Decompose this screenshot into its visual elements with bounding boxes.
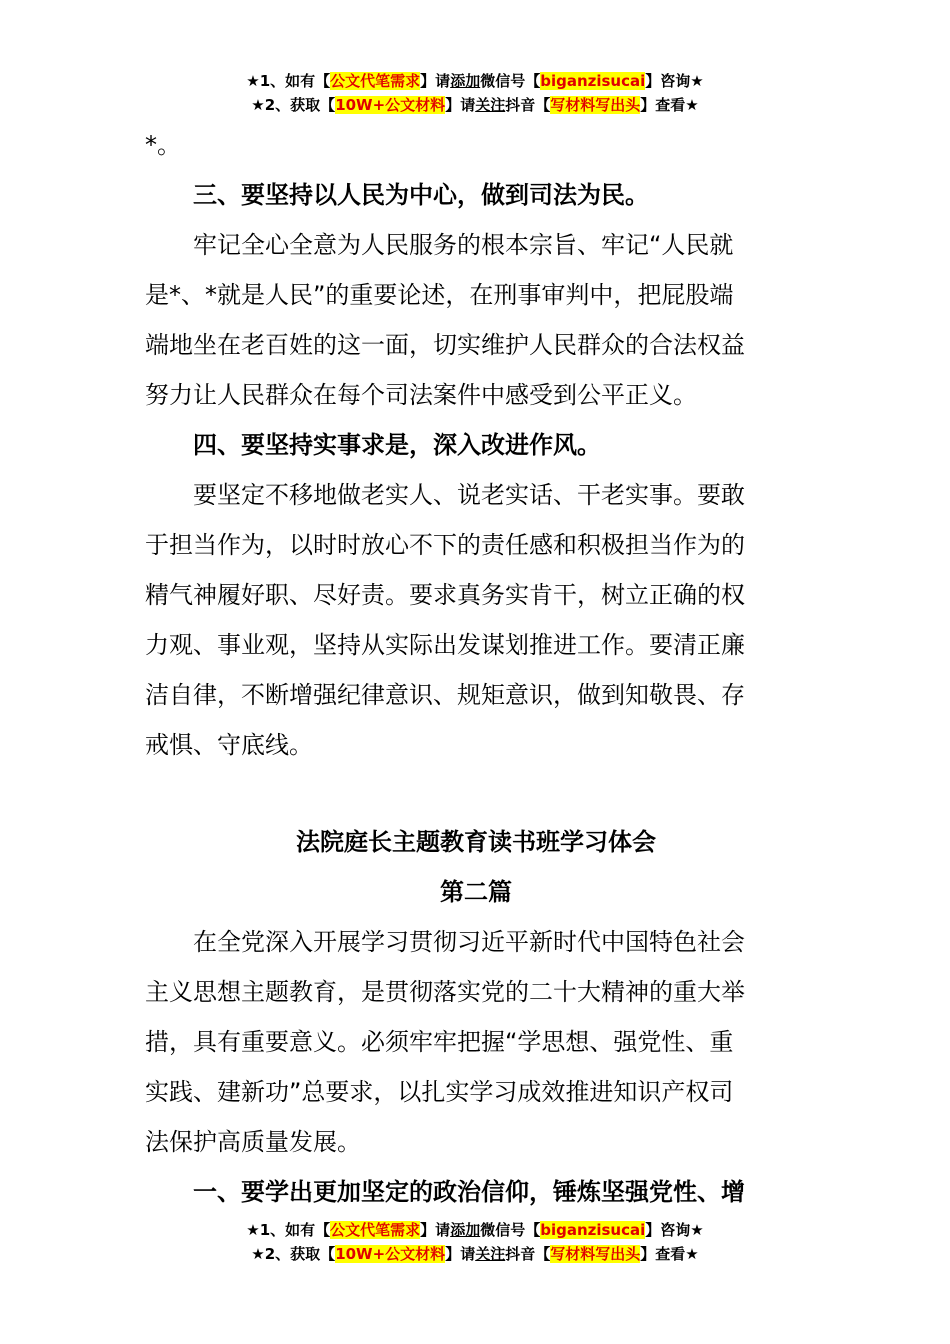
article-title: 法院庭长主题教育读书班学习体会 [296, 828, 656, 856]
wechat-id: biganzisucai [540, 1221, 646, 1239]
body-line: 牢记全心全意为人民服务的根本宗旨、牢记“人民就 [145, 231, 734, 259]
body-line: 法保护高质量发展。 [145, 1128, 361, 1156]
douyin-account: 写材料写出头 [550, 96, 641, 114]
body-line: 力观、事业观，坚持从实际出发谋划推进工作。要清正廉 [145, 631, 745, 659]
body-line: 是*、*就是人民”的重要论述，在刑事审判中，把屁股端 [145, 281, 734, 309]
body-line: 主义思想主题教育，是贯彻落实党的二十大精神的重大举 [145, 978, 745, 1006]
ad-footer-line-2: ★2、获取【10W+公文材料】请关注抖音【写材料写出头】查看★ [251, 1245, 699, 1263]
highlight-text: 10W+公文材料 [335, 96, 446, 114]
section-heading-4: 四、要坚持实事求是，深入改进作风。 [145, 431, 601, 459]
highlight-text: 公文代笔需求 [330, 1221, 421, 1239]
highlight-text: 公文代笔需求 [330, 72, 421, 90]
body-line: 要坚定不移地做老实人、说老实话、干老实事。要敢 [145, 481, 745, 509]
article-subtitle: 第二篇 [440, 878, 512, 906]
section-heading-1: 一、要学出更加坚定的政治信仰，锤炼坚强党性、增 [145, 1178, 745, 1206]
body-line: *。 [145, 131, 181, 159]
ad-line-2: ★2、获取【10W+公文材料】请关注抖音【写材料写出头】查看★ [251, 96, 699, 114]
body-line: 措，具有重要意义。必须牢牢把握“学思想、强党性、重 [145, 1028, 734, 1056]
ad-footer-line-1: ★1、如有【公文代笔需求】请添加微信号【biganzisucai】咨询★ [246, 1221, 704, 1239]
body-line: 实践、建新功”总要求，以扎实学习成效推进知识产权司 [145, 1078, 734, 1106]
body-line: 端地坐在老百姓的这一面，切实维护人民群众的合法权益 [145, 331, 745, 359]
body-line: 戒惧、守底线。 [145, 731, 313, 759]
highlight-text: 10W+公文材料 [335, 1245, 446, 1263]
body-line: 洁自律，不断增强纪律意识、规矩意识，做到知敬畏、存 [145, 681, 745, 709]
ad-line-1: ★1、如有【公文代笔需求】请添加微信号【biganzisucai】咨询★ [246, 72, 704, 90]
body-line: 在全党深入开展学习贯彻习近平新时代中国特色社会 [145, 928, 745, 956]
douyin-account: 写材料写出头 [550, 1245, 641, 1263]
body-line: 努力让人民群众在每个司法案件中感受到公平正义。 [145, 381, 697, 409]
body-line: 于担当作为，以时时放心不下的责任感和积极担当作为的 [145, 531, 745, 559]
wechat-id: biganzisucai [540, 72, 646, 90]
section-heading-3: 三、要坚持以人民为中心，做到司法为民。 [145, 181, 649, 209]
body-line: 精气神履好职、尽好责。要求真务实肯干，树立正确的权 [145, 581, 745, 609]
